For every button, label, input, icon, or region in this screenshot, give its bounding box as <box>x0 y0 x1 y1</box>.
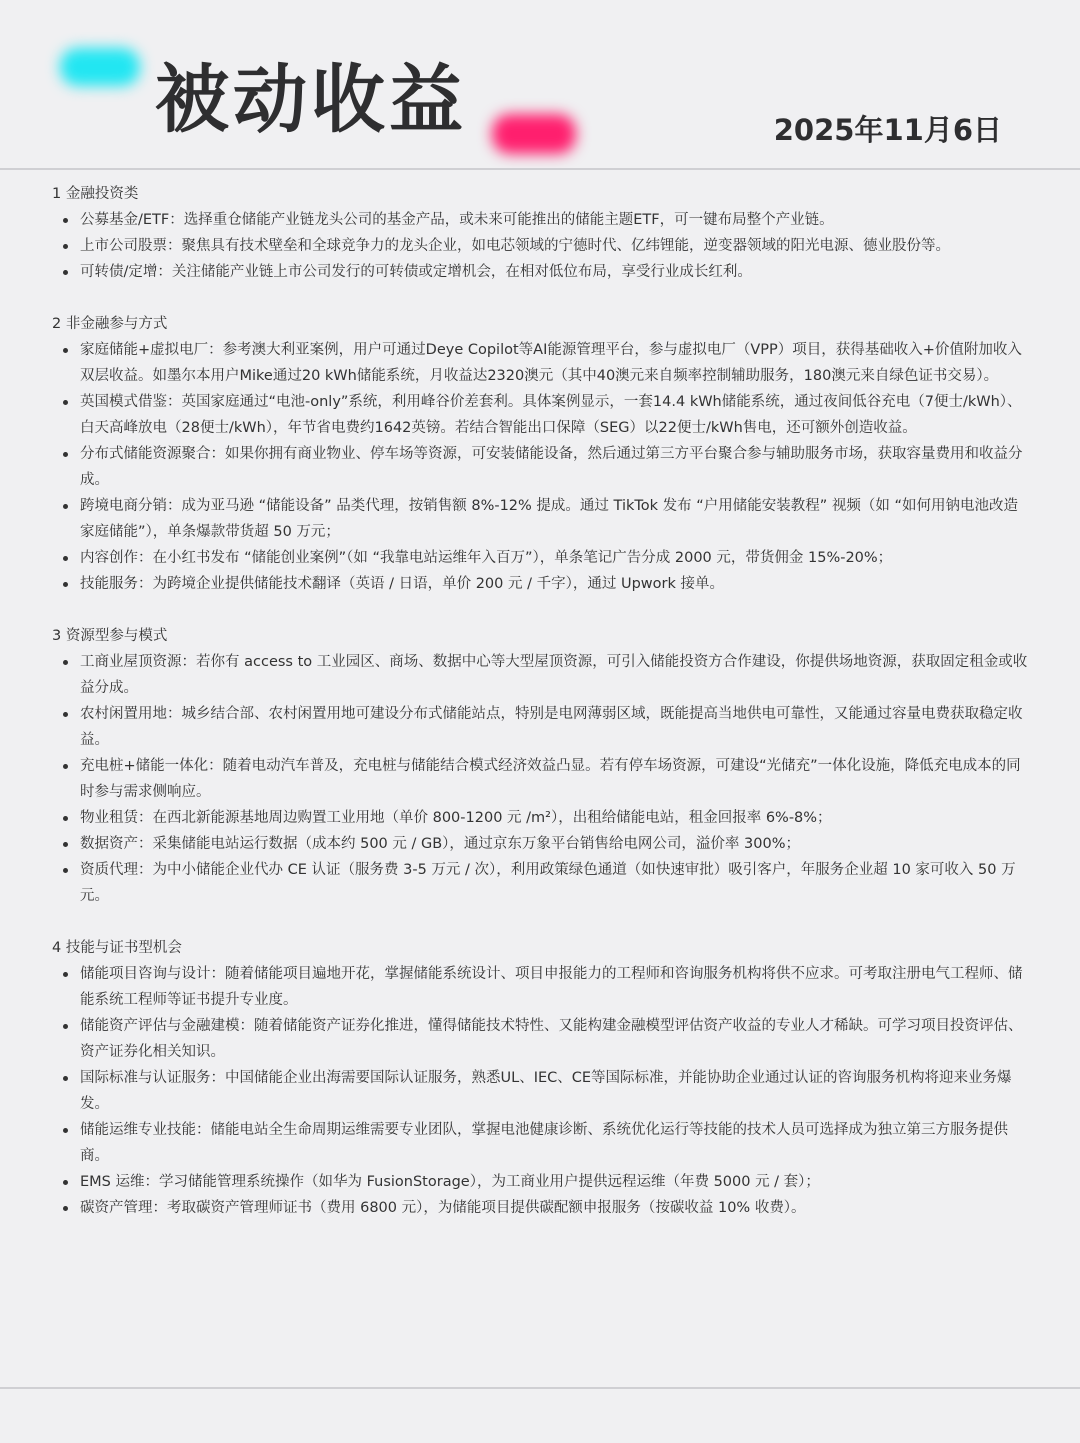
section-financial-investment <box>52 181 1028 285</box>
page-date: 2025年11月6日 <box>773 113 1002 147</box>
list-item: 储能项目咨询与设计：随着储能项目遍地开花，掌握储能系统设计、项目申报能力的工程师和咨询服务机构将供不应求。可考取注册电气工程师、储能系统工程师等证书提升专业度。 <box>52 961 1028 1013</box>
header-divider <box>0 168 1080 170</box>
list-item: 家庭储能+虚拟电厂：参考澳大利亚案例，用户可通过Deye Copilot等AI能源管理平台，参与虚拟电厂（VPP）项目，获得基础收入+价值附加收入双层收益。如墨尔本用户Mike通过20 kWh储能系统，月收益达2320澳元（其中40澳元来自频率控制辅助服务，180澳元来自绿色证书交易）。 <box>52 337 1028 389</box>
page-title: 被动收益 <box>155 57 467 143</box>
list-item: 碳资产管理：考取碳资产管理师证书（费用 6800 元），为储能项目提供碳配额申报服务（按碳收益 10% 收费）。 <box>52 1195 1028 1221</box>
list-item: 资质代理：为中小储能企业代办 CE 认证（服务费 3-5 万元 / 次），利用政策绿色通道（如快速审批）吸引客户，年服务企业超 10 家可收入 50 万元。 <box>52 857 1028 909</box>
cyan-highlight-decoration <box>60 48 140 86</box>
list-item: 国际标准与认证服务：中国储能企业出海需要国际认证服务，熟悉UL、IEC、CE等国际标准，并能协助企业通过认证的咨询服务机构将迎来业务爆发。 <box>52 1065 1028 1117</box>
list-item: 分布式储能资源聚合：如果你拥有商业物业、停车场等资源，可安装储能设备，然后通过第三方平台聚合参与辅助服务市场，获取容量费用和收益分成。 <box>52 441 1028 493</box>
section-title: 4 技能与证书型机会 <box>52 940 182 956</box>
list-item: 可转债/定增：关注储能产业链上市公司发行的可转债或定增机会，在相对低位布局，享受行业成长红利。 <box>52 259 1028 285</box>
section-skills-certificates <box>52 935 1028 1221</box>
pink-highlight-decoration <box>492 114 576 154</box>
section-title: 1 金融投资类 <box>52 186 139 202</box>
list-item: 充电桩+储能一体化：随着电动汽车普及，充电桩与储能结合模式经济效益凸显。若有停车场资源，可建设“光储充”一体化设施，降低充电成本的同时参与需求侧响应。 <box>52 753 1028 805</box>
list-item: 储能资产评估与金融建模：随着储能资产证券化推进，懂得储能技术特性、又能构建金融模型评估资产收益的专业人才稀缺。可学习项目投资评估、资产证券化相关知识。 <box>52 1013 1028 1065</box>
section-non-financial-participation <box>52 311 1028 597</box>
list-item: 数据资产：采集储能电站运行数据（成本约 500 元 / GB），通过京东万象平台销售给电网公司，溢价率 300%； <box>52 831 1028 857</box>
document-body <box>52 181 1028 1247</box>
list-item: 工商业屋顶资源：若你有 access to 工业园区、商场、数据中心等大型屋顶资源，可引入储能投资方合作建设，你提供场地资源，获取固定租金或收益分成。 <box>52 649 1028 701</box>
list-item: 物业租赁：在西北新能源基地周边购置工业用地（单价 800-1200 元 /m²），出租给储能电站，租金回报率 6%-8%； <box>52 805 1028 831</box>
list-item: 储能运维专业技能：储能电站全生命周期运维需要专业团队，掌握电池健康诊断、系统优化运行等技能的技术人员可选择成为独立第三方服务提供商。 <box>52 1117 1028 1169</box>
bullet-list <box>52 337 1028 597</box>
list-item: 英国模式借鉴：英国家庭通过“电池-only”系统，利用峰谷价差套利。具体案例显示，一套14.4 kWh储能系统，通过夜间低谷充电（7便士/kWh）、白天高峰放电（28便士/kWh），年节省电费约1642英镑。若结合智能出口保障（SEG）以22便士/kWh售电，还可额外创造收益。 <box>52 389 1028 441</box>
list-item: 农村闲置用地：城乡结合部、农村闲置用地可建设分布式储能站点，特别是电网薄弱区域，既能提高当地供电可靠性，又能通过容量电费获取稳定收益。 <box>52 701 1028 753</box>
header <box>0 0 1080 170</box>
section-title: 3 资源型参与模式 <box>52 628 168 644</box>
list-item: 技能服务：为跨境企业提供储能技术翻译（英语 / 日语，单价 200 元 / 千字），通过 Upwork 接单。 <box>52 571 1028 597</box>
bullet-list <box>52 207 1028 285</box>
footer-divider <box>0 1387 1080 1389</box>
list-item: 跨境电商分销：成为亚马逊 “储能设备” 品类代理，按销售额 8%-12% 提成。通过 TikTok 发布 “户用储能安装教程” 视频（如 “如何用钠电池改造家庭储能”），单条爆款带货超 50 万元； <box>52 493 1028 545</box>
list-item: 上市公司股票：聚焦具有技术壁垒和全球竞争力的龙头企业，如电芯领域的宁德时代、亿纬锂能，逆变器领域的阳光电源、德业股份等。 <box>52 233 1028 259</box>
bullet-list <box>52 649 1028 909</box>
list-item: EMS 运维：学习储能管理系统操作（如华为 FusionStorage），为工商业用户提供远程运维（年费 5000 元 / 套）； <box>52 1169 1028 1195</box>
list-item: 公募基金/ETF：选择重仓储能产业链龙头公司的基金产品，或未来可能推出的储能主题ETF，可一键布局整个产业链。 <box>52 207 1028 233</box>
section-title: 2 非金融参与方式 <box>52 316 168 332</box>
section-resource-participation <box>52 623 1028 909</box>
bullet-list <box>52 961 1028 1221</box>
list-item: 内容创作：在小红书发布 “储能创业案例”（如 “我靠电站运维年入百万”），单条笔记广告分成 2000 元，带货佣金 15%-20%； <box>52 545 1028 571</box>
